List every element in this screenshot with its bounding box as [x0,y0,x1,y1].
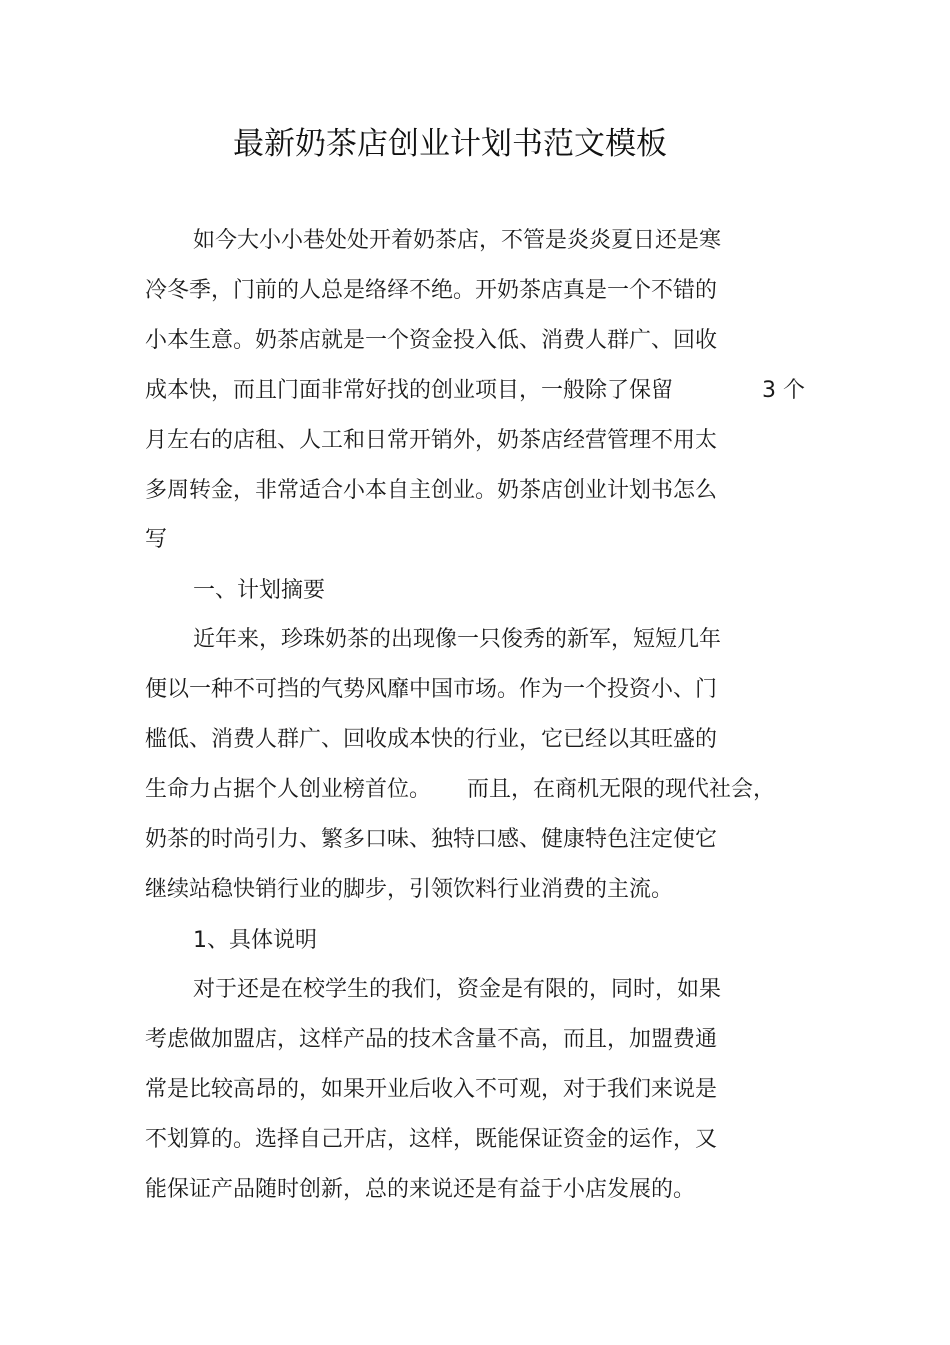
paragraph-line [145,375,805,407]
paragraph-line: 如今大小小巷处处开着奶茶店，不管是炎炎夏日还是寒 [193,228,722,253]
paragraph-line: 多周转金，非常适合小本自主创业。奶茶店创业计划书怎么 [145,478,718,503]
line-text: 而且，在商机无限的现代社会， [467,777,776,802]
document-title: 最新奶茶店创业计划书范文模板 [233,126,667,162]
paragraph-line: 月左右的店租、人工和日常开销外，奶茶店经营管理不用太 [145,428,718,453]
paragraph-line: 能保证产品随时创新，总的来说还是有益于小店发展的。 [145,1177,696,1202]
subsection-heading: 1、具体说明 [193,928,317,953]
paragraph-line: 小本生意。奶茶店就是一个资金投入低、消费人群广、回收 [145,328,718,353]
paragraph-line: 继续站稳快销行业的脚步，引领饮料行业消费的主流。 [145,877,674,902]
paragraph-line: 便以一种不可挡的气势风靡中国市场。作为一个投资小、门 [145,677,718,702]
paragraph-line: 近年来，珍珠奶茶的出现像一只俊秀的新军，短短几年 [193,627,722,652]
paragraph-line: 冷冬季，门前的人总是络绎不绝。开奶茶店真是一个不错的 [145,278,718,303]
paragraph-line: 槛低、消费人群广、回收成本快的行业，它已经以其旺盛的 [145,727,718,752]
paragraph-line [145,774,785,806]
line-text-number: 3 个 [762,378,805,403]
paragraph-line: 写 [145,527,168,552]
line-text: 成本快，而且门面非常好找的创业项目，一般除了保留 [145,378,674,403]
paragraph-line: 奶茶的时尚引力、繁多口味、独特口感、健康特色注定使它 [145,827,718,852]
line-text: 生命力占据个人创业榜首位。 [145,777,432,802]
paragraph-line: 对于还是在校学生的我们，资金是有限的，同时，如果 [193,977,722,1002]
paragraph-line: 常是比较高昂的，如果开业后收入不可观，对于我们来说是 [145,1077,718,1102]
paragraph-line: 不划算的。选择自己开店，这样，既能保证资金的运作，又 [145,1127,718,1152]
paragraph-line: 考虑做加盟店，这样产品的技术含量不高，而且，加盟费通 [145,1027,718,1052]
section-heading: 一、计划摘要 [193,578,326,603]
